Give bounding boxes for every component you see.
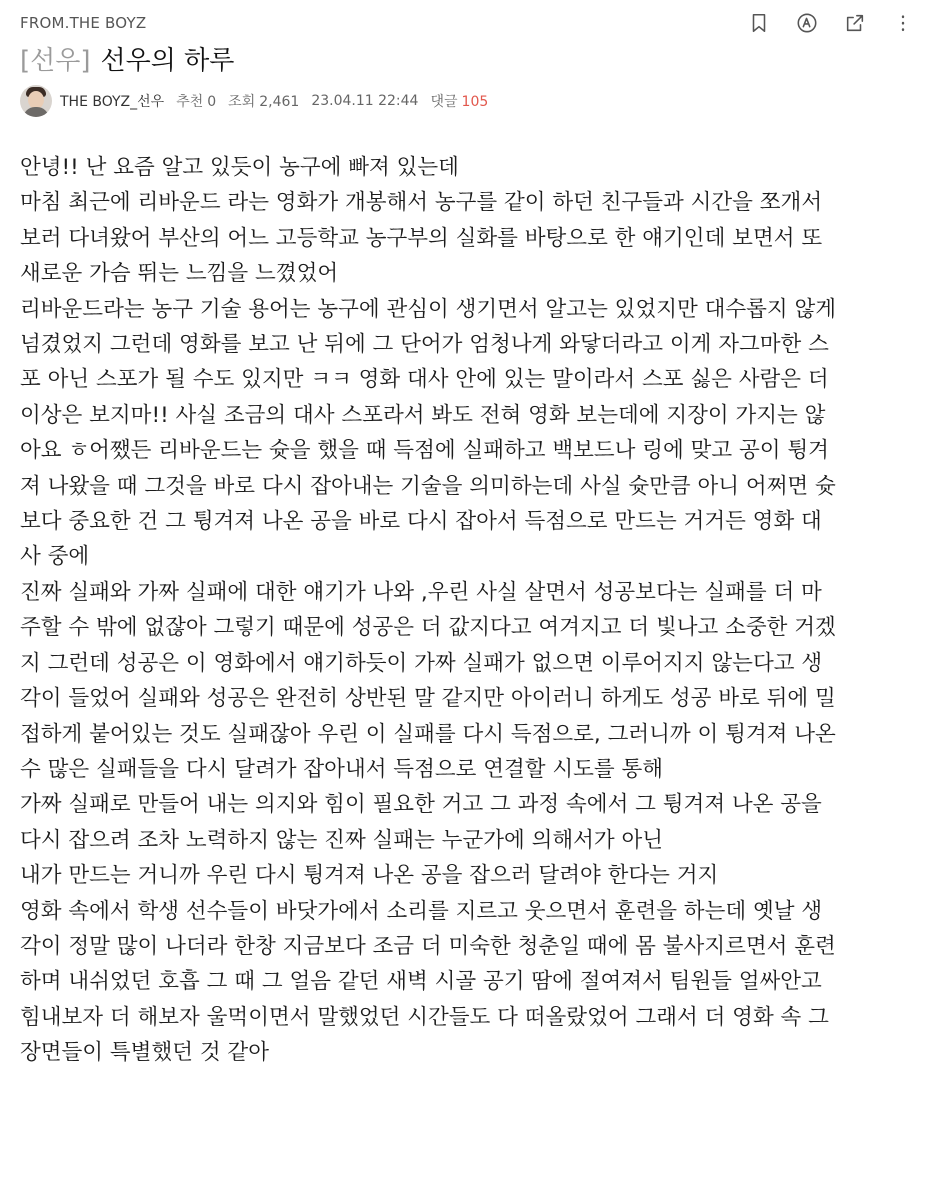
body-line: 안녕!! 난 요즘 알고 있듯이 농구에 빠져 있는데 <box>20 155 459 180</box>
body-line: 가짜 실패로 만들어 내는 의지와 힘이 필요한 거고 그 과정 속에서 그 튕겨져 나온 공을 <box>20 792 822 818</box>
body-line: 보러 다녀왔어 부산의 어느 고등학교 농구부의 실화를 바탕으로 한 얘기인데 보면서 또 <box>20 225 823 251</box>
body-line: 이상은 보지마!! 사실 조금의 대사 스포라서 봐도 전혀 영화 보는데에 지장이 가지는 않 <box>20 402 826 428</box>
recommend-value: 0 <box>207 94 217 110</box>
body-line: 지 그런데 성공은 이 영화에서 얘기하듯이 가짜 실패가 없으면 이루어지지 않는다고 생 <box>20 650 823 676</box>
views-label: 조회 <box>228 94 256 110</box>
view-count <box>228 91 299 111</box>
body-line: 넘겼었지 그런데 영화를 보고 난 뒤에 그 단어가 엄청나게 와닿더라고 이게 자그마한 스 <box>20 332 829 358</box>
body-line: 새로운 가슴 뛰는 느낌을 느꼈었어 <box>20 261 339 287</box>
comments-value: 105 <box>461 94 489 110</box>
body-line: 수 많은 실패들을 다시 달려가 잡아내서 득점으로 연결할 시도를 통해 <box>20 756 664 782</box>
body-line: 마침 최근에 리바운드 라는 영화가 개봉해서 농구를 같이 하던 친구들과 시간을 쪼개서 <box>20 190 823 216</box>
post-title <box>20 40 234 77</box>
post-body <box>20 150 920 1071</box>
author-name[interactable]: THE BOYZ_선우 <box>60 94 165 110</box>
post-meta <box>20 84 500 118</box>
body-line: 리바운드라는 농구 기술 용어는 농구에 관심이 생기면서 알고는 있었지만 대수롭지 않게 <box>20 296 837 322</box>
body-line: 장면들이 특별했던 것 같아 <box>20 1040 269 1066</box>
comments-label: 댓글 <box>430 94 458 110</box>
body-line: 사 중에 <box>20 544 90 570</box>
text-size-icon[interactable] <box>795 11 819 35</box>
body-line: 각이 들었어 실패와 성공은 완전히 상반된 말 같지만 아이러니 하게도 성공 바로 뒤에 밀 <box>20 686 836 712</box>
more-vertical-icon[interactable] <box>891 11 915 35</box>
post-category[interactable]: [선우] <box>20 46 91 76</box>
recommend-label: 추천 <box>176 94 204 110</box>
avatar[interactable] <box>20 85 52 117</box>
body-line: 영화 속에서 학생 선수들이 바닷가에서 소리를 지르고 웃으면서 훈련을 하는데 옛날 생 <box>20 898 823 924</box>
board-name[interactable]: FROM.THE BOYZ <box>20 14 147 32</box>
share-icon[interactable] <box>843 11 867 35</box>
post-datetime: 23.04.11 22:44 <box>311 93 419 109</box>
body-line: 하며 내쉬었던 호흡 그 때 그 얼음 같던 새벽 시골 공기 땀에 절여져서 팀원들 얼싸안고 <box>20 969 822 995</box>
body-line: 힘내보자 더 해보자 울먹이면서 말했었던 시간들도 다 떠올랐었어 그래서 더 영화 속 그 <box>20 1004 829 1030</box>
recommend-count <box>176 91 216 111</box>
body-line: 져 나왔을 때 그것을 바로 다시 잡아내는 기술을 의미하는데 사실 슛만큼 아니 어쩌면 슛 <box>20 473 836 499</box>
body-line: 내가 만드는 거니까 우린 다시 튕겨져 나온 공을 잡으러 달려야 한다는 거지 <box>20 863 719 889</box>
body-line: 각이 정말 많이 나더라 한창 지금보다 조금 더 미숙한 청춘일 때에 몸 불사지르면서 훈련 <box>20 933 836 959</box>
body-line: 진짜 실패와 가짜 실패에 대한 얘기가 나와 ,우린 사실 살면서 성공보다는 실패를 더 마 <box>20 579 822 605</box>
body-line: 주할 수 밖에 없잖아 그렇기 때문에 성공은 더 값지다고 여겨지고 더 빛나고 소중한 거겠 <box>20 615 836 641</box>
top-actions <box>747 11 915 35</box>
comment-count[interactable] <box>430 91 488 111</box>
body-line: 보다 중요한 건 그 튕겨져 나온 공을 바로 다시 잡아서 득점으로 만드는 거거든 영화 대 <box>20 509 822 535</box>
views-value: 2,461 <box>259 94 300 110</box>
body-line: 접하게 붙어있는 것도 실패잖아 우린 이 실패를 다시 득점으로, 그러니까 이 튕겨져 나온 <box>20 721 836 747</box>
body-line: 포 아닌 스포가 될 수도 있지만 ㅋㅋ 영화 대사 안에 있는 말이라서 스포 싫은 사람은 더 <box>20 367 829 393</box>
post-title-text: 선우의 하루 <box>100 46 235 76</box>
body-line: 다시 잡으려 조차 노력하지 않는 진짜 실패는 누군가에 의해서가 아닌 <box>20 827 664 853</box>
bookmark-icon[interactable] <box>747 11 771 35</box>
top-bar <box>20 6 921 40</box>
body-line: 아요 ㅎ어쨌든 리바운드는 슛을 했을 때 득점에 실패하고 백보드나 링에 맞고 공이 튕겨 <box>20 438 829 464</box>
